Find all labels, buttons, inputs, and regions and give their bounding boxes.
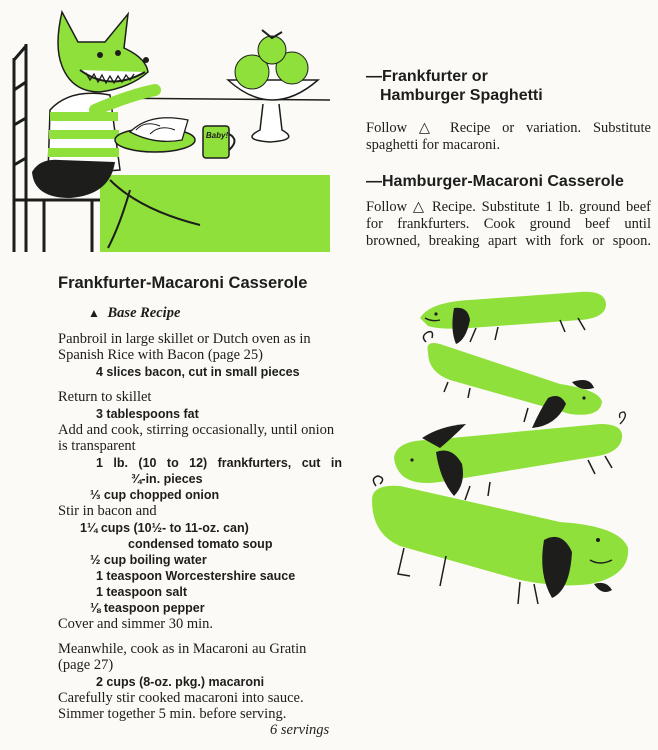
ingredient-line: 3 tablespoons fat — [96, 407, 199, 421]
recipe-line: is transparent — [58, 438, 136, 454]
variation-2-text-line3: browned, breaking apart with fork or spoon. — [366, 233, 651, 249]
ingredient-line: ¾-in. pieces — [131, 472, 203, 486]
recipe-line: Spanish Rice with Bacon (page 25) — [58, 347, 263, 363]
recipe-line: Return to skillet — [58, 389, 152, 405]
variation-2-text-line1: Follow △ Recipe. Substitute 1 lb. ground beef — [366, 199, 651, 215]
recipe-title: Frankfurter-Macaroni Casserole — [58, 274, 308, 292]
recipe-line: Cover and simmer 30 min. — [58, 616, 214, 632]
ingredient-line: ⅓ cup chopped onion — [90, 488, 220, 502]
frankfurter-dog-4 — [372, 476, 628, 604]
variation-1-title-line2: Hamburger Spaghetti — [380, 87, 543, 104]
ingredient-line: 1 teaspoon Worcestershire sauce — [96, 569, 296, 583]
mug-label: Baby! — [205, 131, 229, 140]
recipe-line: Meanwhile, cook as in Macaroni au Gratin — [58, 641, 307, 657]
recipe-line: Panbroil in large skillet or Dutch oven as in — [58, 331, 311, 347]
recipe-line: (page 27) — [58, 657, 114, 673]
ingredient-line: 1 teaspoon salt — [96, 585, 187, 599]
frankfurter-dog-1 — [420, 292, 606, 344]
ingredient-line: condensed tomato soup — [128, 537, 273, 551]
frankfurter-dog-3 — [394, 412, 625, 500]
variation-2-title: —Hamburger-Macaroni Casserole — [366, 173, 624, 190]
frankfurter-dog-2 — [423, 332, 602, 428]
ingredient-line: 4 slices bacon, cut in small pieces — [96, 365, 300, 379]
recipe-line: Simmer together 5 min. before serving. — [58, 706, 287, 722]
ingredient-line: ½ cup boiling water — [90, 553, 207, 567]
ingredient-line: ⅛ teaspoon pepper — [90, 601, 205, 615]
ingredient-line: 1¼ cups (10½- to 11-oz. can) — [80, 521, 249, 535]
ingredient-line: 2 cups (8-oz. pkg.) macaroni — [96, 675, 265, 689]
variation-1-title-line1: —Frankfurter or — [366, 68, 488, 85]
base-recipe-label: Base Recipe — [107, 305, 181, 321]
variation-1-text-line1: Follow △ Recipe or variation. Substitute — [366, 120, 651, 136]
base-recipe-triangle-icon: ▲ — [88, 306, 100, 320]
servings: 6 servings — [270, 722, 330, 738]
recipe-line: Stir in bacon and — [58, 503, 157, 519]
recipe-line: Carefully stir cooked macaroni into sauce. — [58, 690, 304, 706]
variation-1-text-line2: spaghetti for macaroni. — [366, 137, 501, 153]
ingredient-line: 1 lb. (10 to 12) frankfurters, cut in — [96, 456, 342, 470]
variation-2-text-line2: for frankfurters. Cook ground beef until — [366, 216, 651, 232]
recipe-line: Add and cook, stirring occasionally, until onion — [58, 422, 335, 438]
